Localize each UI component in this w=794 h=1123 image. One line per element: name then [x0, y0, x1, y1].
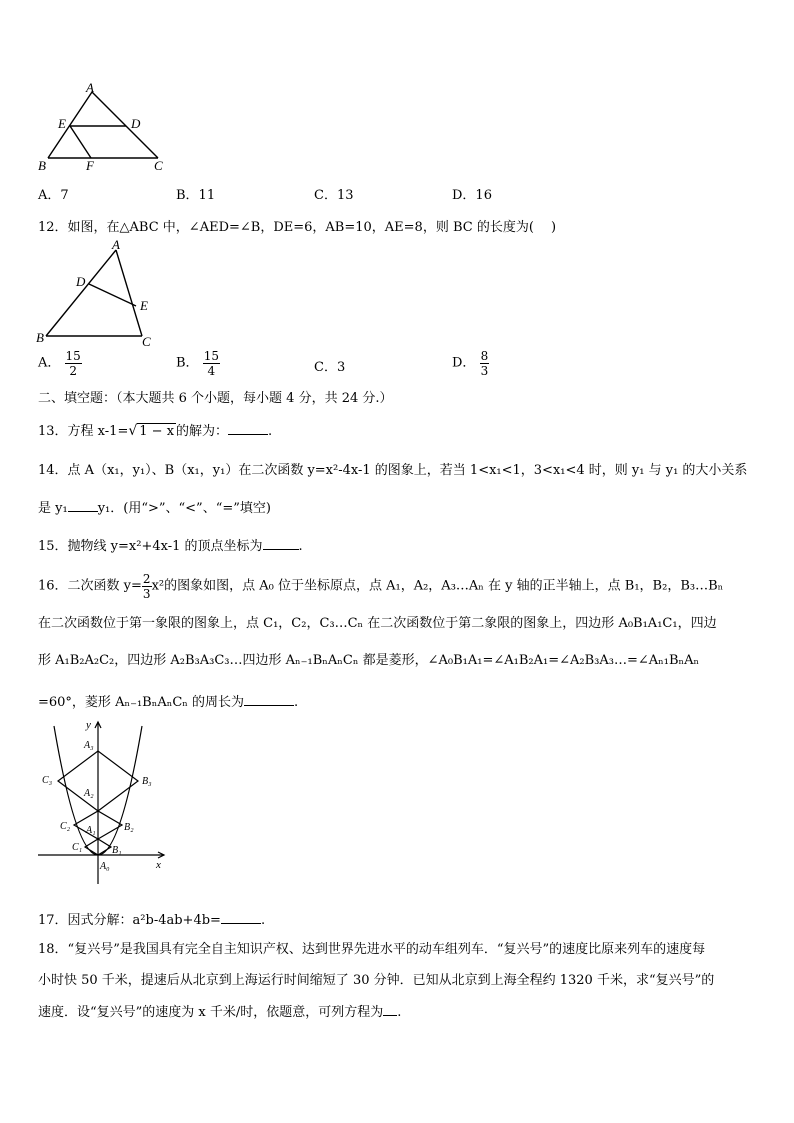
fig11-label-d: D	[131, 116, 141, 131]
q18-line-2: 小时快 50 千米，提速后从北京到上海运行时间缩短了 30 分钟．已知从北京到上海全程约 1320 千米，求“复兴号”的	[38, 973, 715, 988]
fig11-label-a: A	[86, 82, 94, 95]
q16-figure	[34, 716, 174, 890]
q16-fraction: $\frac{2}{3}$	[142, 572, 151, 601]
q16-line-3: 形 A₁B₂A₂C₂，四边形 A₂B₃A₃C₃…四边形 Aₙ₋₁BₙAₙCₙ 都是菱形，∠A₀B₁A₁=∠A₁B₂A₁=∠A₂B₃A₃…=∠Aₙ₁BₙAₙ	[38, 653, 700, 668]
q16-answer-blank	[244, 694, 294, 706]
q12-stem: 12．如图，在△ABC 中，∠AED=∠B，DE=6，AB=10，AE=8，则 BC 的长度为( )	[38, 220, 557, 235]
q13-text-2: 的解为：	[176, 424, 229, 439]
q17-answer-blank	[221, 912, 261, 924]
q14-text: 是 y₁	[38, 501, 68, 516]
q11-figure	[34, 82, 174, 174]
fig16-axis-x: x	[156, 859, 161, 871]
q12-option-b	[176, 349, 220, 378]
fig16-axis-y: y	[86, 719, 91, 731]
q16-text-4: =60°，菱形 Aₙ₋₁BₙAₙCₙ 的周长为	[38, 695, 245, 710]
fig11-label-b: B	[38, 158, 46, 173]
fig16-label-a3: A₃	[84, 740, 94, 751]
fig12-label-e: E	[140, 298, 148, 313]
q12-option-c: C．3	[314, 360, 346, 375]
fig12-label-c: C	[142, 334, 151, 348]
q17-end: .	[260, 913, 266, 928]
q11-option-d: D．16	[452, 188, 492, 203]
q12-option-b-label: B．	[176, 355, 199, 371]
q16-line-1	[38, 572, 723, 601]
q13: 13．方程 x-1=√ 1 − x 的解为： .	[38, 423, 273, 439]
q11-option-c: C．13	[314, 188, 354, 203]
q16-text-2: x²的图象如图，点 A₀ 位于坐标原点，点 A₁，A₂，A₃…Aₙ 在 y 轴的正半轴上，点 B₁，B₂，B₃…Bₙ	[151, 578, 724, 594]
q14-text-2: y₁．(用“>”、“<”、“=”填空)	[97, 501, 271, 516]
q14-line-2	[38, 500, 271, 517]
fig16-label-b1: B₁	[112, 845, 122, 856]
q17	[38, 912, 265, 929]
fig11-label-f: F	[86, 158, 94, 173]
q12-option-d	[452, 349, 489, 378]
fig16-label-b2: B₂	[124, 822, 134, 833]
q18-line-1: 18．“复兴号”是我国具有完全自主知识产权、达到世界先进水平的动车组列车．“复兴号”的速度比原来列车的速度每	[38, 942, 706, 957]
q16-end: .	[294, 695, 299, 710]
q15-answer-blank	[263, 538, 299, 550]
fig16-label-c3: C₃	[42, 775, 53, 786]
fig12-label-d: D	[76, 274, 86, 289]
q12-option-d-fraction: $\frac{8}{3}$	[480, 349, 489, 378]
q13-text: 13．方程 x-1=	[38, 424, 129, 439]
fig16-label-c2: C₂	[60, 821, 71, 832]
q16-text: 16．二次函数 y=	[38, 578, 142, 594]
q13-answer-blank	[228, 423, 268, 435]
fig16-label-b3: B₃	[142, 776, 152, 787]
fig16-label-a0: A₀	[100, 861, 110, 872]
fig16-label-a2: A₂	[84, 788, 94, 799]
q18-text-3: 速度．设“复兴号”的速度为 x 千米/时，依题意，可列方程为	[38, 1005, 384, 1020]
fig11-label-e: E	[58, 116, 66, 131]
q15-text: 15．抛物线 y=x²+4x-1 的顶点坐标为	[38, 539, 263, 554]
q11-option-b: B．11	[176, 188, 216, 203]
fig12-label-b: B	[36, 330, 44, 345]
q11-option-a: A．7	[38, 188, 69, 203]
q12-option-b-fraction: $\frac{15}{4}$	[203, 349, 219, 378]
fig11-label-c: C	[154, 158, 163, 173]
q17-text: 17．因式分解：a²b-4ab+4b=	[38, 913, 221, 928]
q12-option-a-fraction: $\frac{15}{2}$	[65, 349, 81, 378]
q16-line-2: 在二次函数位于第一象限的图象上，点 C₁，C₂，C₃…Cₙ 在二次函数位于第二象限的图象上，四边形 A₀B₁A₁C₁，四边	[38, 616, 717, 631]
q14-line-1: 14．点 A（x₁，y₁）、B（x₁，y₁）在二次函数 y=x²-4x-1 的图象上，若当 1<x₁<1，3<x₁<4 时，则 y₁ 与 y₁ 的大小关系	[38, 463, 748, 478]
q18-end: .	[397, 1005, 402, 1020]
q12-option-d-label: D．	[452, 355, 476, 371]
q15-end: .	[298, 539, 303, 554]
q12-figure	[34, 240, 164, 348]
q18-answer-blank	[383, 1004, 397, 1016]
q15	[38, 538, 303, 555]
q14-answer-blank	[68, 500, 98, 512]
q12-option-a-label: A．	[38, 355, 61, 371]
q13-radicand: 1 − x	[139, 424, 175, 439]
q12-option-a	[38, 349, 82, 378]
q13-end: .	[268, 424, 273, 439]
fig12-label-a: A	[112, 240, 120, 252]
q16-line-4	[38, 694, 298, 711]
q18-line-3	[38, 1004, 401, 1021]
section-2-heading: 二、填空题：（本大题共 6 个小题，每小题 4 分，共 24 分.）	[38, 391, 393, 406]
fig16-label-a1: A₁	[86, 825, 96, 836]
fig16-label-c1: C₁	[72, 842, 83, 853]
